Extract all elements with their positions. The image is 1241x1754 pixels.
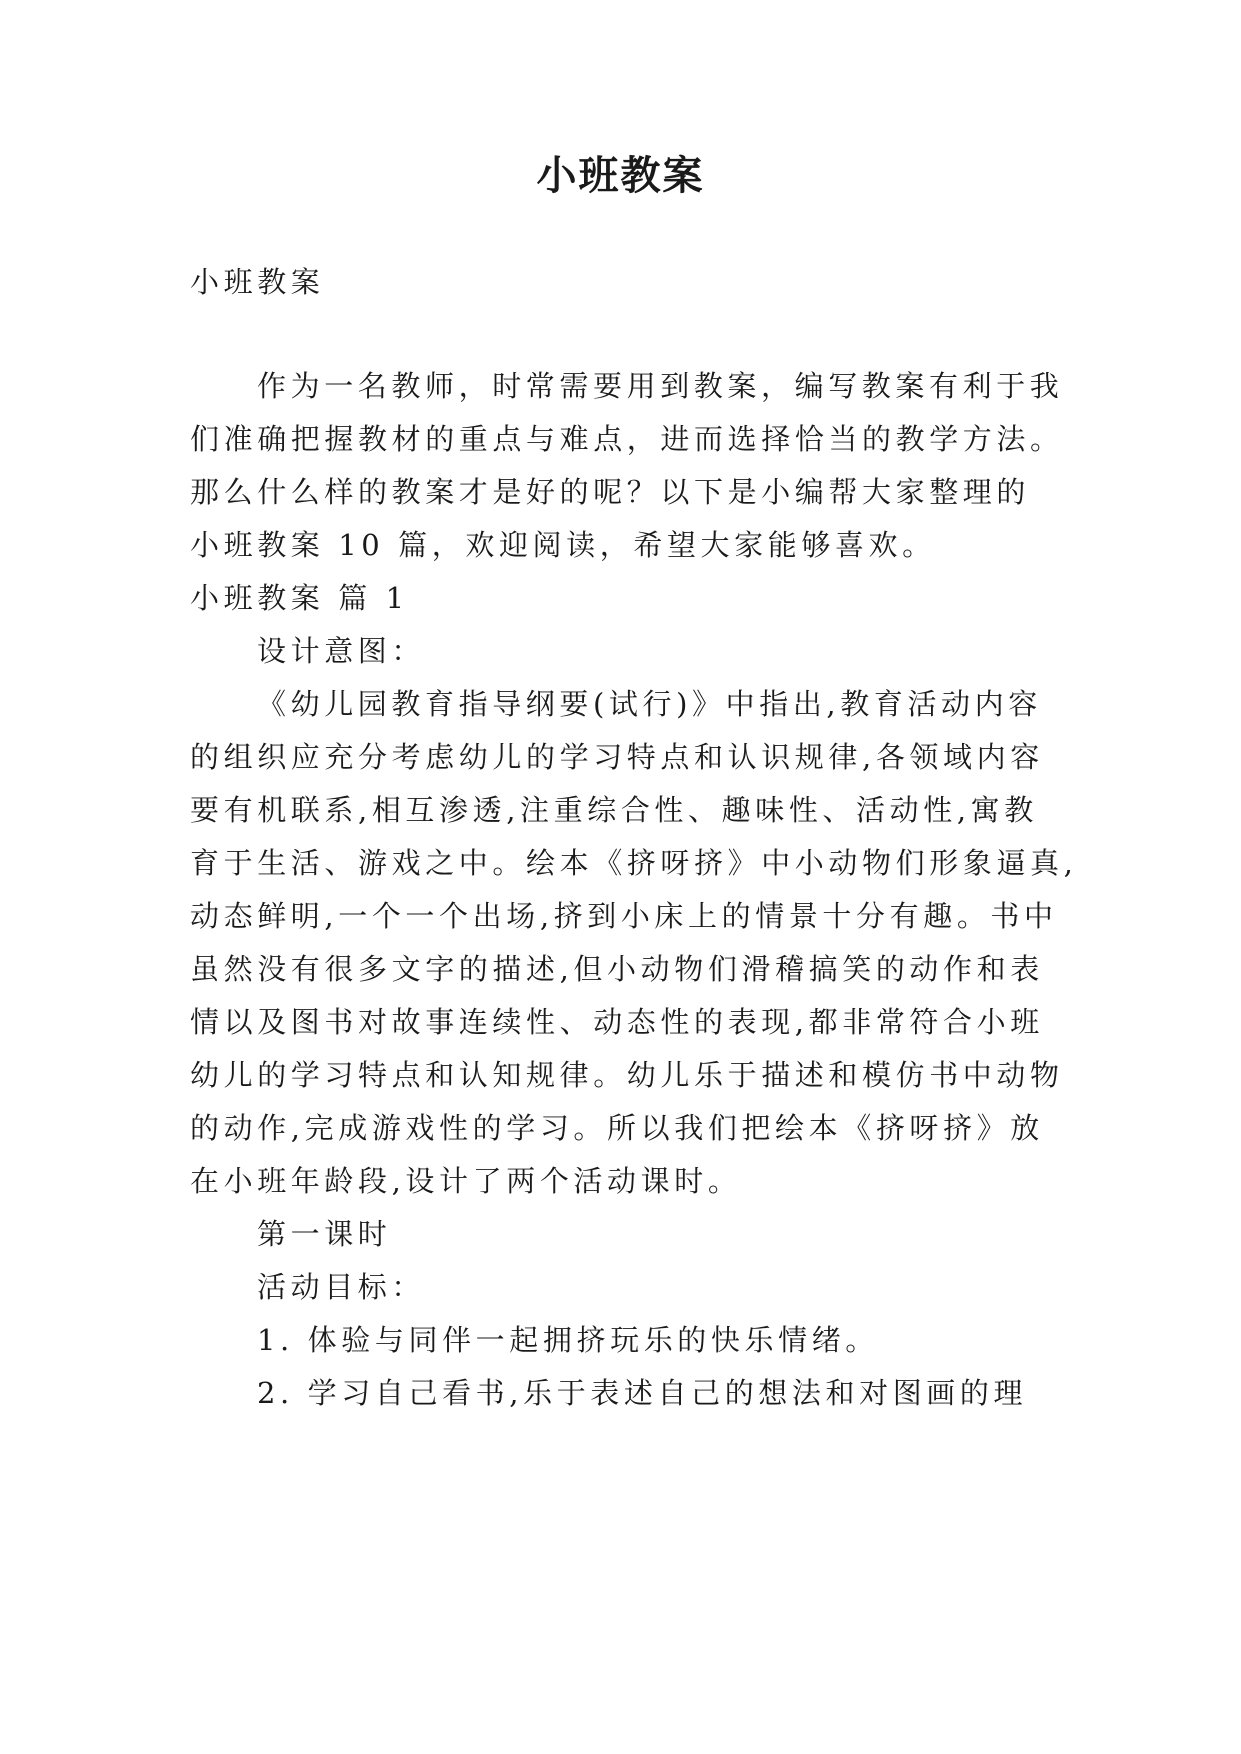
goal-item-1: 1. 体验与同伴一起拥挤玩乐的快乐情绪。	[257, 1323, 879, 1357]
design-line-3: 要有机联系,相互渗透,注重综合性、趣味性、活动性,寓教	[190, 793, 1038, 827]
document-subtitle: 小班教案	[190, 265, 325, 299]
design-label: 设计意图：	[257, 634, 426, 668]
design-line-1: 《幼儿园教育指导纲要(试行)》中指出,教育活动内容	[257, 687, 1042, 721]
goals-label: 活动目标：	[257, 1270, 426, 1304]
intro-line-1: 作为一名教师，时常需要用到教案，编写教案有利于我	[257, 369, 1064, 403]
goal-item-2: 2. 学习自己看书,乐于表述自己的想法和对图画的理	[257, 1376, 1028, 1410]
lesson-label: 第一课时	[257, 1217, 392, 1251]
design-line-6: 虽然没有很多文字的描述,但小动物们滑稽搞笑的动作和表	[190, 952, 1044, 986]
intro-line-2: 们准确把握教材的重点与难点，进而选择恰当的教学方法。	[190, 422, 1064, 456]
design-line-9: 的动作,完成游戏性的学习。所以我们把绘本《挤呀挤》放	[190, 1111, 1044, 1145]
section-heading: 小班教案 篇 1	[190, 581, 409, 615]
design-line-8: 幼儿的学习特点和认知规律。幼儿乐于描述和模仿书中动物	[190, 1058, 1064, 1092]
design-line-2: 的组织应充分考虑幼儿的学习特点和认识规律,各领域内容	[190, 740, 1044, 774]
design-line-10: 在小班年龄段,设计了两个活动课时。	[190, 1164, 742, 1198]
design-line-7: 情以及图书对故事连续性、动态性的表现,都非常符合小班	[190, 1005, 1044, 1039]
intro-line-3: 那么什么样的教案才是好的呢？以下是小编帮大家整理的	[190, 475, 1031, 509]
design-line-5: 动态鲜明,一个一个出场,挤到小床上的情景十分有趣。书中	[190, 899, 1058, 933]
intro-line-4: 小班教案 10 篇，欢迎阅读，希望大家能够喜欢。	[190, 528, 936, 562]
design-line-4: 育于生活、游戏之中。绘本《挤呀挤》中小动物们形象逼真,	[190, 846, 1078, 880]
document-title: 小班教案	[536, 152, 705, 199]
